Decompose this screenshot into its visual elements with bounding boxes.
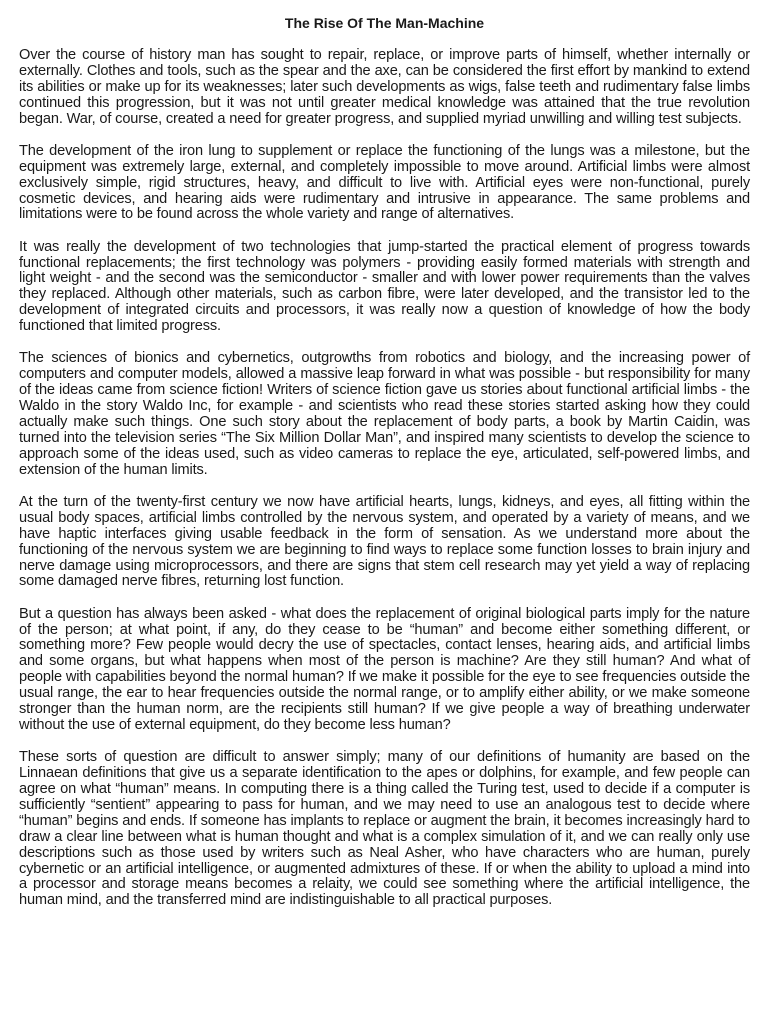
paragraph-2: The development of the iron lung to supplement or replace the functioning of the lungs was a milestone, but the equipment was extremely large, external, and completely impossible to move around. Artificial limbs were almost exclusively simple, rigid structures, heavy, and difficult to live with. Artificial eyes were non-functional, purely cosmetic devices, and hearing aids were rudimentary and intrusive in appearance. The same problems and limitations were to be found across the whole variety and range of alternatives. <box>19 142 750 223</box>
paragraph-4: The sciences of bionics and cybernetics, outgrowths from robotics and biology, and the increasing power of computers and computer models, allowed a massive leap forward in what was possible - but responsibility for many of the ideas came from science fiction! Writers of science fiction gave us stories about functional artificial limbs - the Waldo in the story Waldo Inc, for example - and scientists who read these stories started asking how they could actually make such things. One such story about the replacement of body parts, a book by Martin Caidin, was turned into the television series “The Six Million Dollar Man”, and inspired many scientists to develop the science to approach some of the ideas used, such as video cameras to replace the eye, articulated, self-powered limbs, and extension of the human limits. <box>19 350 750 478</box>
paragraph-6: But a question has always been asked - what does the replacement of original biological parts imply for the nature of the person; at what point, if any, do they cease to be “human” and become either something different, or something more? Few people would decry the use of spectacles, contact lenses, hearing aids, and artificial limbs and some organs, but what happens when most of the person is machine? Are they still human? And what of people with capabilities beyond the normal human? If we make it possible for the eye to see frequencies outside the usual range, the ear to hear frequencies outside the normal range, or to amplify either ability, or we make someone stronger than the human norm, are the recipients still human? If we give people a way of breathing underwater without the use of external equipment, do they become less human? <box>19 605 750 734</box>
document-title: The Rise Of The Man-Machine <box>284 15 485 31</box>
paragraph-5: At the turn of the twenty-first century we now have artificial hearts, lungs, kidneys, and eyes, all fitting within the usual body spaces, artificial limbs controlled by the nervous system, and operated by a variety of means, and we have haptic interfaces giving usable feedback in the form of sensation. As we understand more about the functioning of the nervous system we are beginning to find ways to replace some function losses to brain injury and nerve damage using microprocessors, and there are signs that stem cell research may yet yield a way of replacing some damaged nerve fibres, returning lost function. <box>19 493 750 590</box>
paragraph-1: Over the course of history man has sought to repair, replace, or improve parts of himself, whether internally or externally. Clothes and tools, such as the spear and the axe, can be considered the first effort by mankind to extend its abilities or make up for its weaknesses; later such developments as wigs, false teeth and rudimentary false limbs continued this progression, but it was not until greater medical knowledge was attained that the true revolution began. War, of course, created a need for greater progress, and supplied myriad unwilling and willing test subjects. <box>19 47 750 127</box>
paragraph-3: It was really the development of two technologies that jump-started the practical element of progress towards functional replacements; the first technology was polymers - providing easily formed materials with strength and light weight - and the second was the semiconductor - smaller and with lower power requirements than the valves they replaced. Although other materials, such as carbon fibre, were later developed, and the transistor led to the development of integrated circuits and processors, it was really now a question of knowledge of how the body functioned that limited progress. <box>19 238 750 335</box>
paragraph-7: These sorts of question are difficult to answer simply; many of our definitions of humanity are based on the Linnaean definitions that give us a separate identification to the apes or dolphins, for example, and few people can agree on what “human” means. In computing there is a thing called the Turing test, used to decide if a computer is sufficiently “sentient” appearing to pass for human, and we may need to use an analogous test to decide where “human” begins and ends. If someone has implants to replace or augment the brain, it becomes increasingly hard to draw a clear line between what is human thought and what is a complex simulation of it, and we can really only use descriptions such as those used by writers such as Neal Asher, who have characters who are human, purely cybernetic or an artificial intelligence, or augmented admixtures of these. If or when the ability to upload a mind into a processor and storage means becomes a relaity, we could see something where the artificial intelligence, the human mind, and the transferred mind are indistinguishable to all practical purposes. <box>19 749 750 909</box>
